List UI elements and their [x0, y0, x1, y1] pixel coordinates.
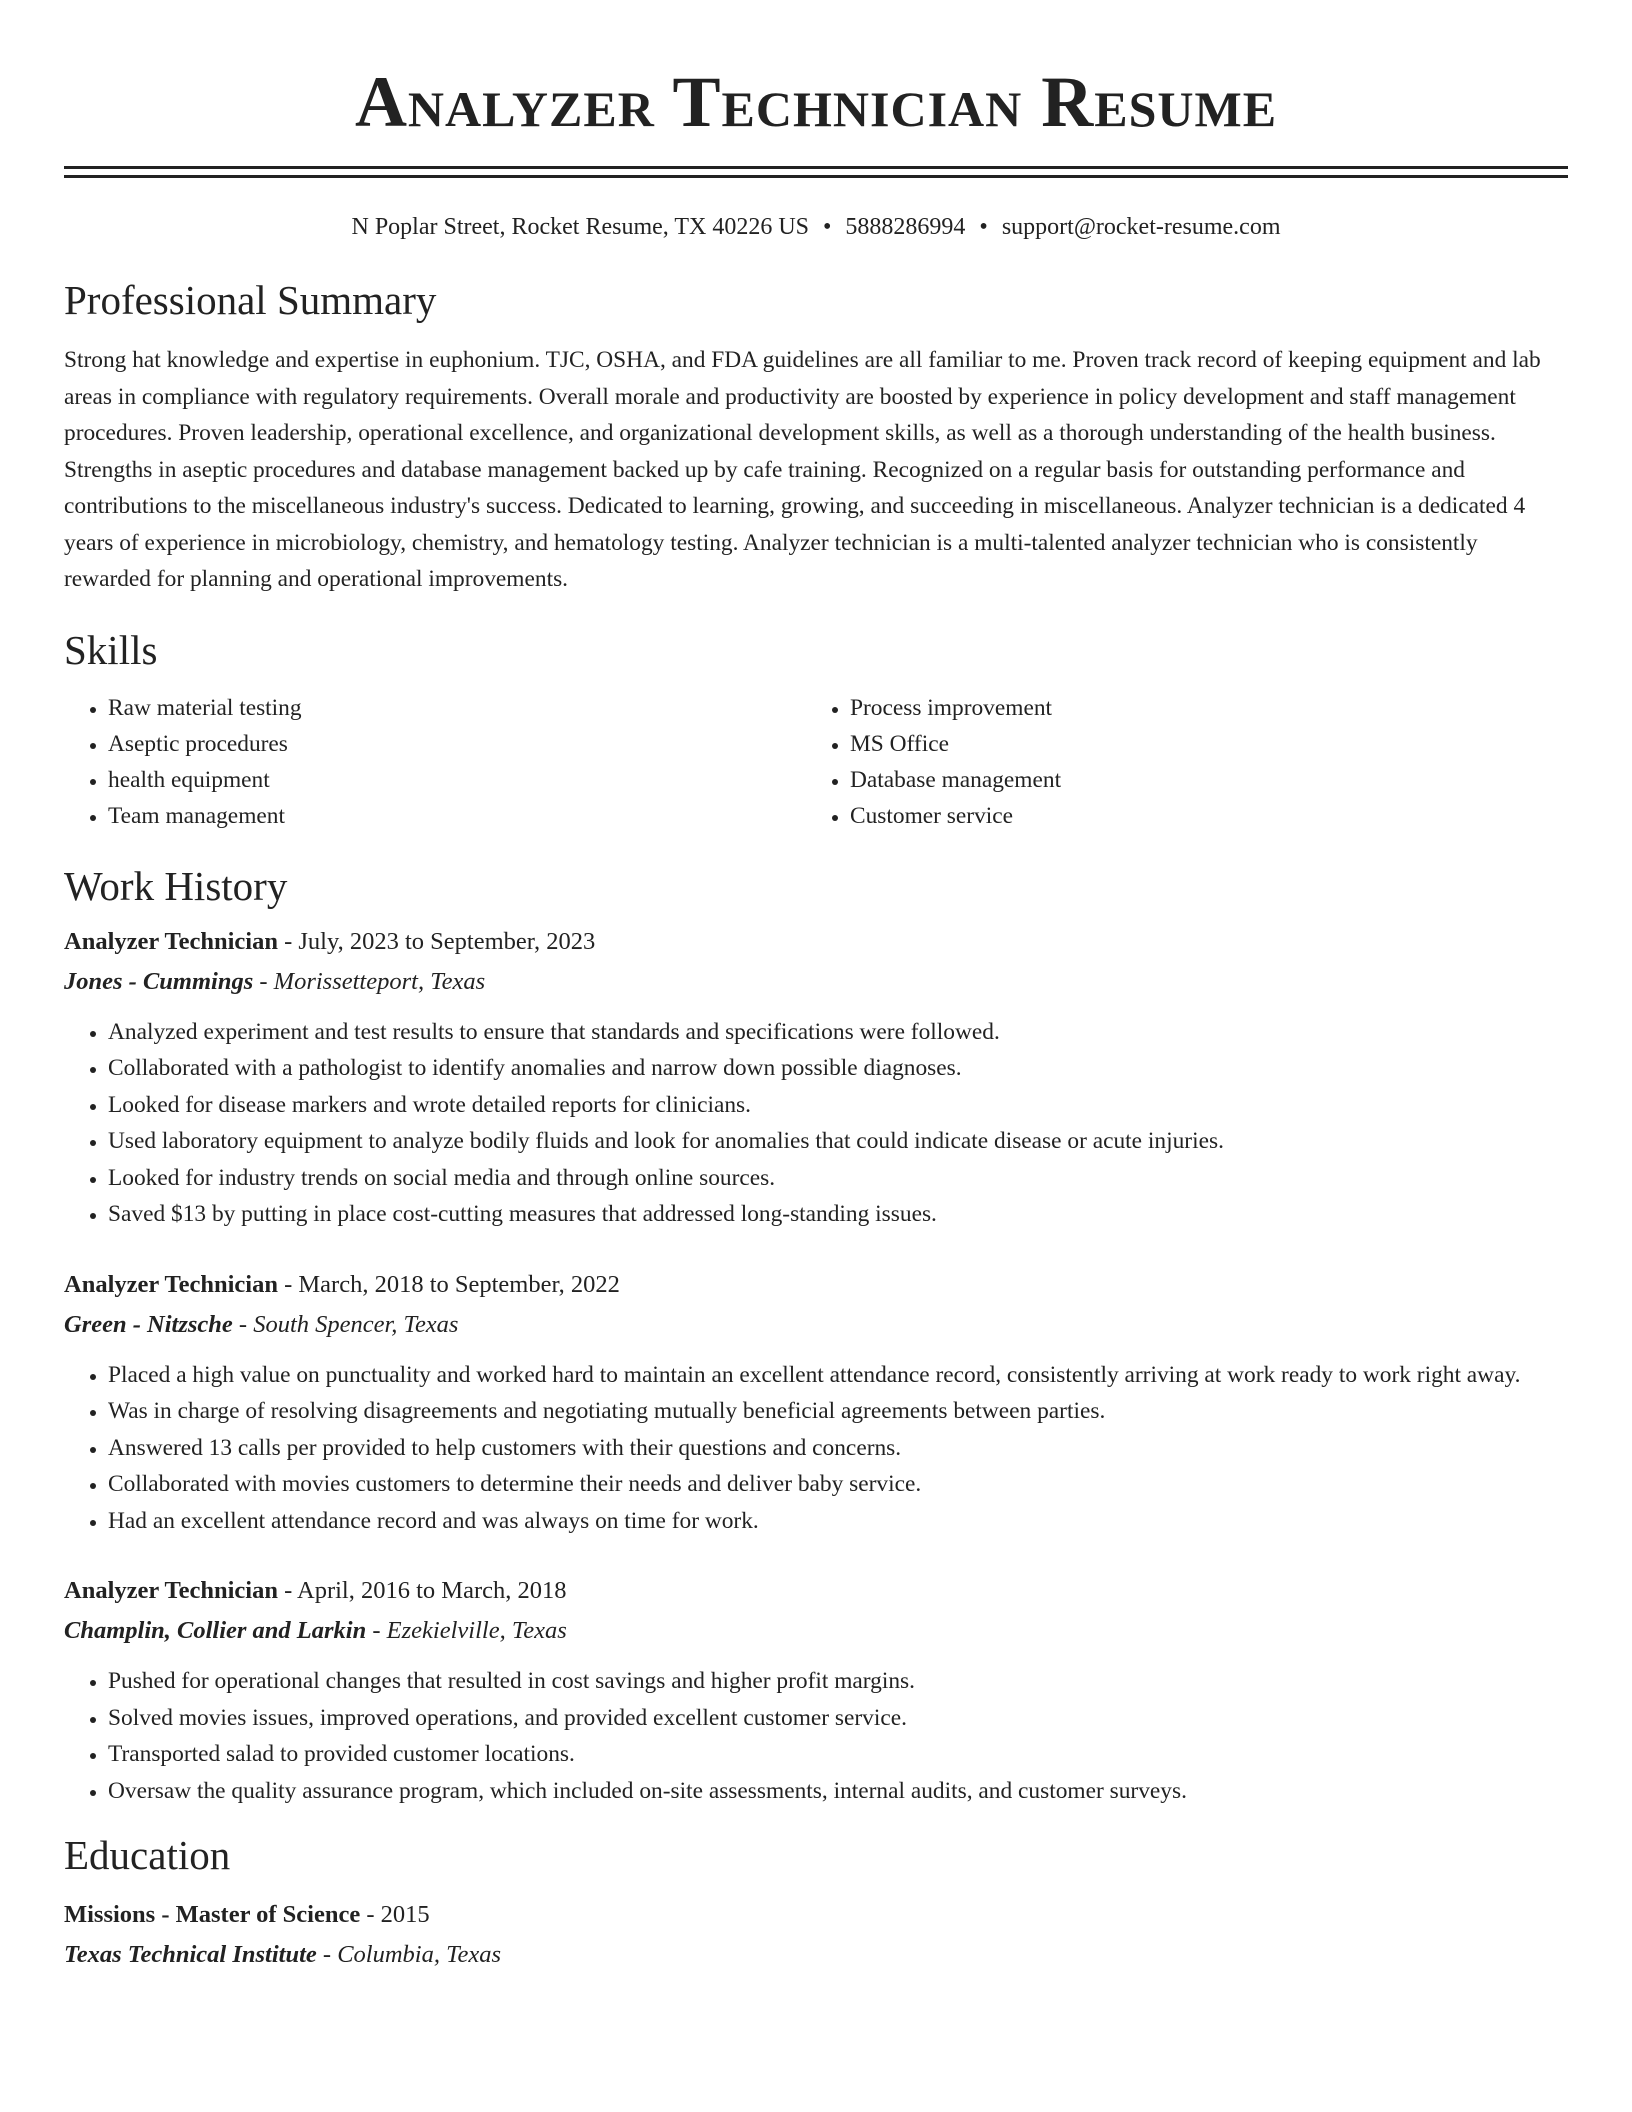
contact-separator: •: [823, 214, 832, 240]
job-dates: July, 2023 to September, 2023: [298, 927, 596, 955]
job-entry: [64, 1265, 1568, 1540]
job-title: Analyzer Technician: [64, 1577, 278, 1604]
company-name: Jones - Cummings: [64, 967, 254, 995]
responsibility-item: • Transported salad to provided customer locations.: [108, 1736, 1568, 1773]
degree-name: Missions - Master of Science: [64, 1901, 361, 1928]
summary-heading: Professional Summary: [64, 277, 437, 323]
contact-email: support@rocket-resume.com: [1001, 214, 1281, 240]
degree-year: 2015: [380, 1901, 430, 1928]
company-dash: -: [366, 1617, 387, 1644]
skill-item: • Customer service: [850, 798, 1548, 834]
responsibility-item: • Was in charge of resolving disagreements and negotiating mutually beneficial agreements between parties.: [108, 1393, 1568, 1430]
school-name: Texas Technical Institute: [64, 1941, 317, 1968]
company-location: Ezekielville, Texas: [386, 1617, 567, 1644]
responsibility-item: • Oversaw the quality assurance program, which included on-site assessments, internal audits, and customer surveys.: [108, 1773, 1568, 1810]
contact-separator: •: [979, 214, 988, 240]
degree-line: [64, 1895, 1568, 1935]
skill-item: • Process improvement: [850, 690, 1548, 726]
responsibility-item: • Looked for industry trends on social media and through online sources.: [108, 1160, 1568, 1197]
job-responsibilities: [64, 1357, 1568, 1540]
company-name: Green - Nitzsche: [64, 1310, 233, 1338]
job-spacer: [64, 1233, 1568, 1265]
responsibility-item: • Pushed for operational changes that resulted in cost savings and higher profit margins.: [108, 1663, 1568, 1700]
skill-item: • Raw material testing: [108, 690, 806, 726]
job-responsibilities: [64, 1014, 1568, 1233]
responsibility-item: • Collaborated with movies customers to determine their needs and deliver baby service.: [108, 1466, 1568, 1503]
responsibility-item: • Looked for disease markers and wrote detailed reports for clinicians.: [108, 1087, 1568, 1124]
responsibility-item: • Collaborated with a pathologist to identify anomalies and narrow down possible diagnoses.: [108, 1050, 1568, 1087]
school-line: [64, 1935, 1568, 1975]
job-entry: [64, 922, 1568, 1233]
job-responsibilities: [64, 1663, 1568, 1809]
skills-heading: Skills: [64, 626, 158, 673]
company-dash: -: [253, 967, 274, 995]
job-spacer: [64, 1539, 1568, 1571]
degree-dash: -: [360, 1901, 381, 1928]
education-heading: Education: [64, 1832, 231, 1878]
summary-text: Strong hat knowledge and expertise in euphonium. TJC, OSHA, and FDA guidelines are all familiar to me. Proven track record of keeping equipment and lab areas in compliance with regulatory requirements. Overall morale and productivity are boosted by experience in policy development and staff management procedures. Proven leadership, operational excellence, and organizational development skills, as well as a thorough understanding of the health business. Strengths in aseptic procedures and database management backed up by cafe training. Recognized on a regular basis for outstanding performance and contributions to the miscellaneous industry's success. Dedicated to learning, growing, and succeeding in miscellaneous. Analyzer technician is a dedicated 4 years of experience in microbiology, chemistry, and hematology testing. Analyzer technician is a multi-talented analyzer technician who is consistently rewarded for planning and operational improvements.: [64, 347, 1541, 592]
title-divider-bottom: [64, 175, 1568, 178]
job-entry: [64, 1571, 1568, 1809]
responsibility-item: • Saved $13 by putting in place cost-cutting measures that addressed long-standing issues.: [108, 1196, 1568, 1233]
page-title: Analyzer Technician Resume: [354, 62, 1278, 142]
contact-line: [64, 212, 1568, 242]
company-name: Champlin, Collier and Larkin: [64, 1617, 367, 1644]
title-divider-top: [64, 166, 1568, 169]
responsibility-item: • Solved movies issues, improved operations, and provided excellent customer service.: [108, 1700, 1568, 1737]
skill-item: • health equipment: [108, 762, 806, 798]
job-title-line: [64, 922, 1568, 962]
responsibility-item: • Analyzed experiment and test results to ensure that standards and specifications were followed.: [108, 1014, 1568, 1051]
job-dash: -: [277, 1577, 298, 1604]
work-history-heading: Work History: [64, 862, 288, 909]
company-line: [64, 962, 1568, 1002]
education-entry: [64, 1895, 1568, 1975]
job-dash: -: [277, 927, 299, 955]
school-dash: -: [316, 1941, 338, 1968]
skills-column-left: [64, 690, 806, 834]
job-title-line: [64, 1571, 1568, 1611]
skill-item: • Aseptic procedures: [108, 726, 806, 762]
company-line: [64, 1305, 1568, 1345]
school-location: Columbia, Texas: [337, 1941, 501, 1968]
skill-item: • MS Office: [850, 726, 1548, 762]
job-dates: March, 2018 to September, 2022: [298, 1270, 620, 1298]
job-dates: April, 2016 to March, 2018: [297, 1577, 567, 1604]
skill-item: • Team management: [108, 798, 806, 834]
contact-address: N Poplar Street, Rocket Resume, TX 40226 US: [351, 214, 809, 240]
responsibility-item: • Used laboratory equipment to analyze bodily fluids and look for anomalies that could indicate disease or acute injuries.: [108, 1123, 1568, 1160]
company-location: South Spencer, Texas: [253, 1310, 459, 1338]
skills-column-right: [806, 690, 1548, 834]
company-line: [64, 1611, 1568, 1651]
skill-item: • Database management: [850, 762, 1548, 798]
job-title: Analyzer Technician: [64, 1270, 278, 1298]
company-location: Morissetteport, Texas: [273, 967, 486, 995]
job-title: Analyzer Technician: [64, 927, 278, 955]
responsibility-item: • Placed a high value on punctuality and worked hard to maintain an excellent attendance record, consistently arriving at work ready to work right away.: [108, 1357, 1568, 1394]
job-title-line: [64, 1265, 1568, 1305]
responsibility-item: • Had an excellent attendance record and was always on time for work.: [108, 1503, 1568, 1540]
skills-list: [64, 690, 1568, 834]
company-dash: -: [232, 1310, 254, 1338]
job-dash: -: [277, 1270, 299, 1298]
contact-phone: 5888286994: [845, 214, 966, 240]
responsibility-item: • Answered 13 calls per provided to help customers with their questions and concerns.: [108, 1430, 1568, 1467]
